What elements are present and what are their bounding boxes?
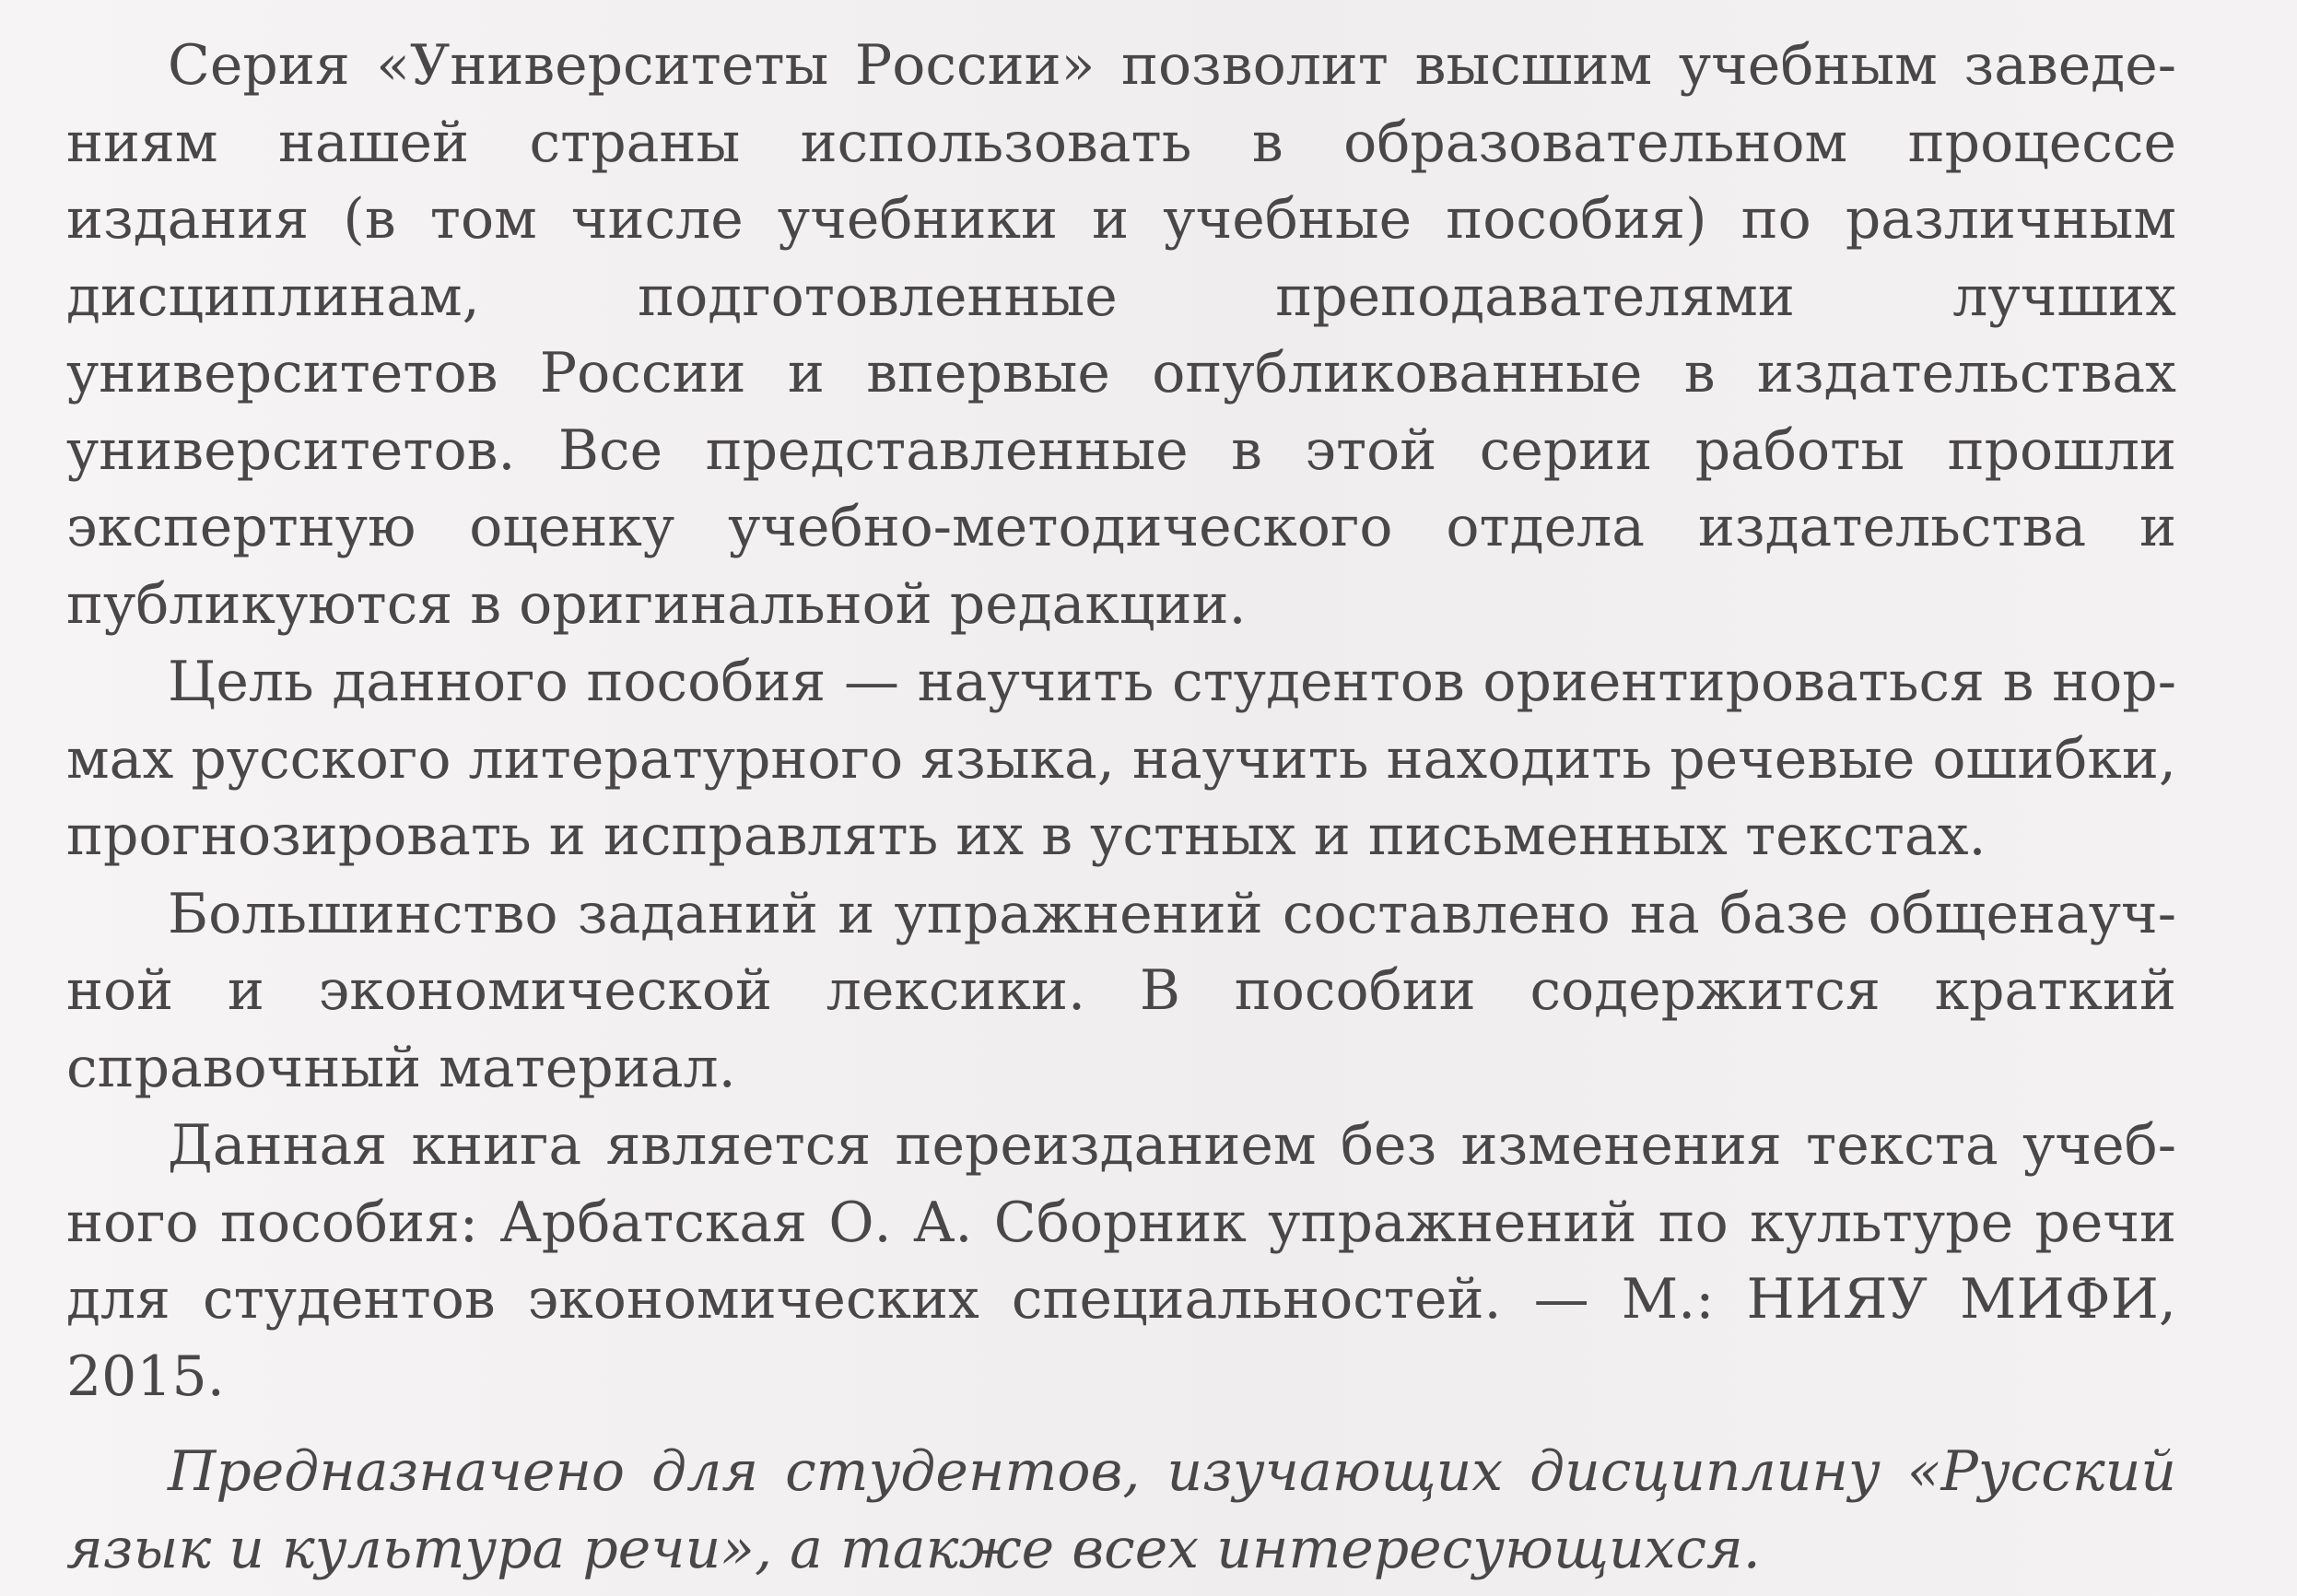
paragraph-audience: Предназначено для студентов, изучающих дисциплину «Русский язык и культура речи», а также всех интересующихся. xyxy=(66,1439,2176,1581)
paragraph-reprint: Данная книга является переизданием без изменения текста учебного пособия: Арбатская О. А. Сборник упражнений по культуре речи для студентов экономических специальностей. — М.: НИЯУ МИФИ, 2015. xyxy=(66,1113,2176,1409)
annotation-text xyxy=(66,28,2176,1589)
paragraph-series: Серия «Университеты России» позволит высшим учебным заведениям нашей страны использовать в образовательном процессе издания (в том числе учебники и учебные пособия) по различным дисциплинам, подготовленные преподавателями лучших университетов России и впервые опубликованные в издательствах университетов. Все представленные в этой серии работы прошли экспертную оценку учебно-методического отдела издательства и публикуются в оригинальной редакции. xyxy=(66,33,2176,637)
paragraph-goal: Цель данного пособия — научить студентов ориентироваться в нормах русского литературного языка, научить находить речевые ошибки, прогнозировать и исправлять их в устных и письменных текстах. xyxy=(66,650,2176,868)
paragraph-tasks: Большинство заданий и упражнений составлено на базе общенаучной и экономической лексики. В пособии содержится краткий справочный материал. xyxy=(66,881,2176,1100)
